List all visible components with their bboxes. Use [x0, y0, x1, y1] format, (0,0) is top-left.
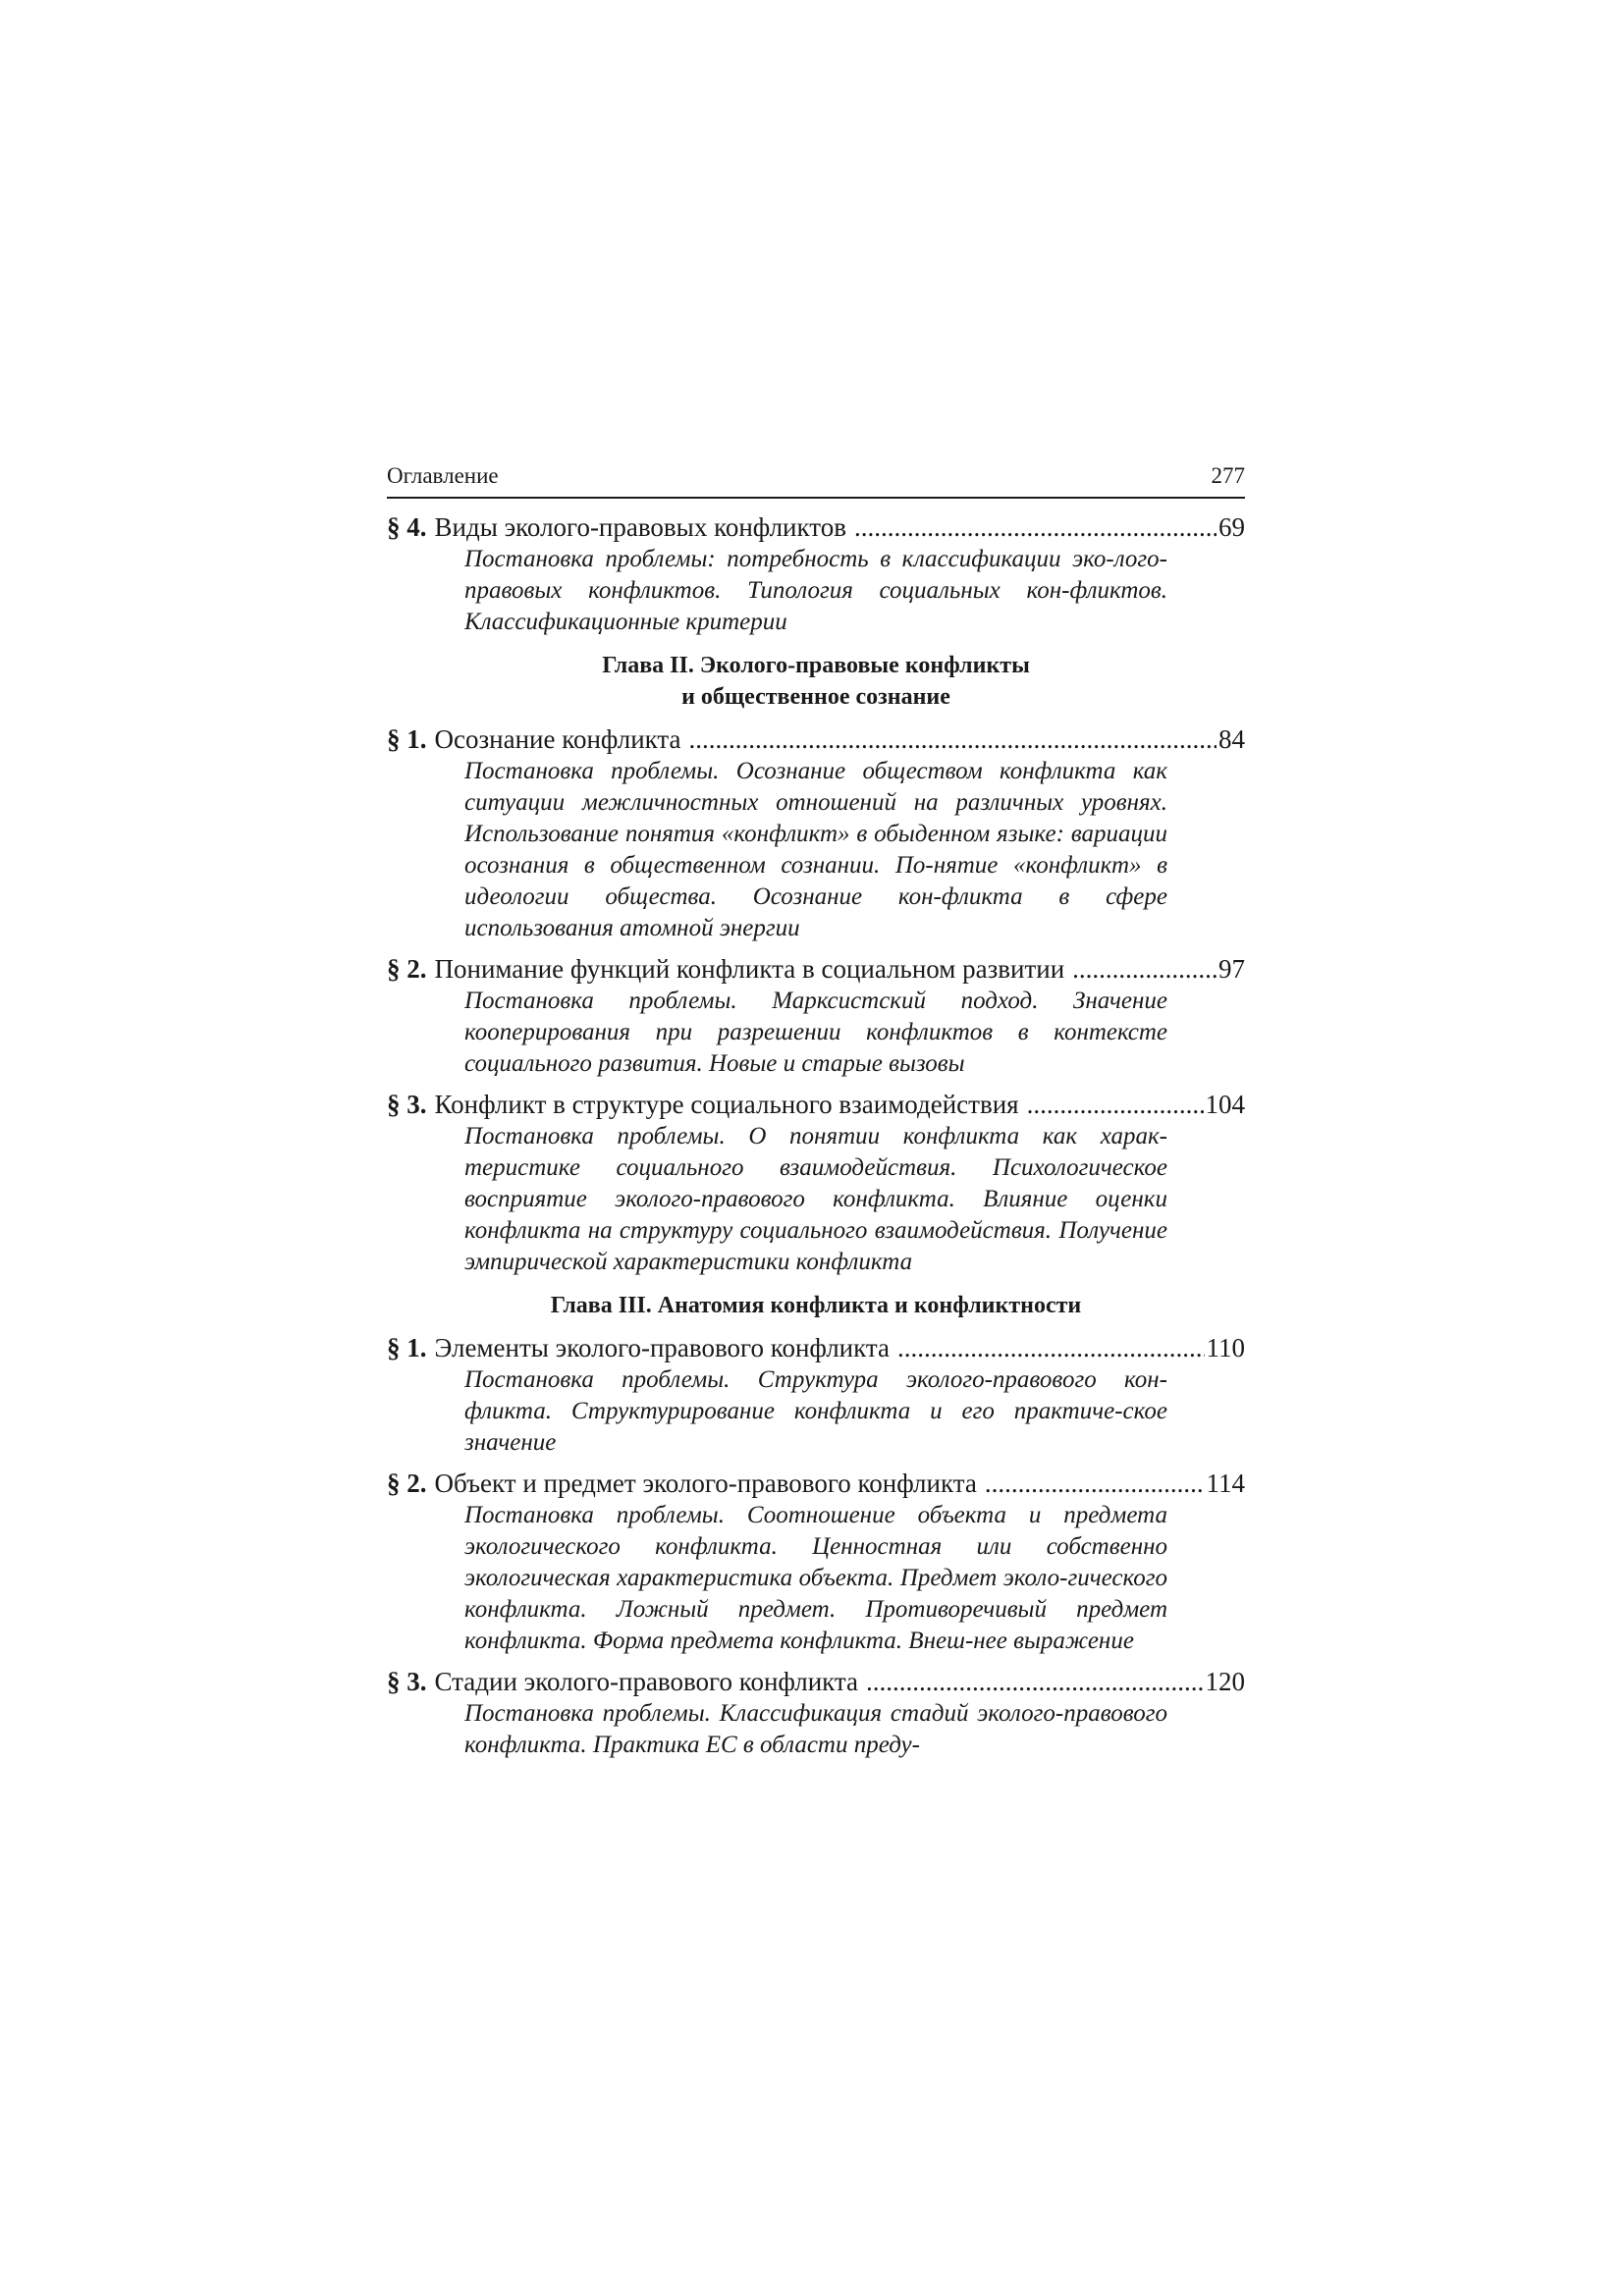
section-description: Постановка проблемы. Соотношение объекта и предмета экологического конфликта. Ценностная или собственно экологическая характеристика объекта. Предмет эколо-гического конфликта. Ложный предмет. Противоречивый предмет конфликта. Форма предмета конфликта. Внеш-нее выражение: [464, 1502, 1167, 1654]
dot-leader: [897, 1331, 1204, 1364]
chapter-heading-line: Глава III. Анатомия конфликта и конфликтности: [550, 1293, 1082, 1318]
dot-leader: [866, 1665, 1203, 1698]
section-page: 104: [1205, 1090, 1245, 1119]
page-number: 277: [1211, 463, 1245, 488]
chapter-heading-line: Глава II. Эколого-правовые конфликты: [602, 653, 1030, 678]
dot-leader: [1072, 952, 1217, 986]
toc-entry: [387, 952, 1245, 1080]
toc-entry-line[interactable]: [387, 722, 1245, 756]
toc-entry-line[interactable]: [387, 952, 1245, 986]
toc-entry-line[interactable]: [387, 1665, 1245, 1698]
section-number: § 1.: [387, 724, 427, 754]
dot-leader: [854, 510, 1217, 544]
section-page: 114: [1206, 1468, 1245, 1498]
section-title: Виды эколого-правовых конфликтов: [434, 512, 846, 542]
toc-entry: [387, 1467, 1245, 1657]
running-head: [387, 461, 1245, 499]
section-description: Постановка проблемы. Классификация стадий эколого-правового конфликта. Практика ЕС в области преду-: [464, 1700, 1167, 1758]
section-description: Постановка проблемы: потребность в классификации эко-лого-правовых конфликтов. Типология социальных кон-фликтов. Классификационные критерии: [464, 546, 1167, 635]
chapter-heading: [387, 650, 1245, 713]
section-number: § 1.: [387, 1333, 427, 1362]
dot-leader: [1027, 1088, 1204, 1121]
dot-leader: [689, 722, 1217, 756]
table-of-contents: [387, 510, 1245, 1761]
section-number: § 3.: [387, 1090, 427, 1119]
section-title: Стадии эколого-правового конфликта: [434, 1667, 859, 1696]
section-page: 69: [1218, 512, 1245, 542]
toc-entry-line[interactable]: [387, 1088, 1245, 1121]
toc-entry-line[interactable]: [387, 1467, 1245, 1500]
section-description: Постановка проблемы. Марксистский подход. Значение кооперирования при разрешении конфликтов в контексте социального развития. Новые и старые вызовы: [464, 988, 1167, 1077]
book-page: [387, 461, 1245, 1769]
dot-leader: [985, 1467, 1205, 1500]
toc-entry: [387, 510, 1245, 638]
section-title: Объект и предмет эколого-правового конфликта: [434, 1468, 977, 1498]
section-page: 97: [1218, 954, 1245, 984]
toc-entry: [387, 722, 1245, 944]
section-page: 110: [1206, 1333, 1245, 1362]
chapter-heading-line: и общественное сознание: [681, 684, 950, 710]
section-number: § 2.: [387, 1468, 427, 1498]
section-title: Элементы эколого-правового конфликта: [434, 1333, 891, 1362]
section-page: 120: [1205, 1667, 1245, 1696]
section-title: Понимание функций конфликта в социальном развитии: [434, 954, 1065, 984]
section-description: Постановка проблемы. Осознание обществом конфликта как ситуации межличностных отношений на различных уровнях. Использование понятия «конфликт» в обыденном языке: вариации осознания в общественном сознании. По-нятие «конфликт» в идеологии общества. Осознание кон-фликта в сфере использования атомной энергии: [464, 758, 1167, 941]
toc-entry: [387, 1331, 1245, 1459]
toc-entry-line[interactable]: [387, 1331, 1245, 1364]
toc-entry: [387, 1665, 1245, 1761]
section-page: 84: [1218, 724, 1245, 754]
section-title: Осознание конфликта: [434, 724, 681, 754]
chapter-heading: [387, 1290, 1245, 1321]
section-number: § 4.: [387, 512, 427, 542]
section-description: Постановка проблемы. Структура эколого-правового кон-фликта. Структурирование конфликта и его практиче-ское значение: [464, 1366, 1167, 1456]
section-number: § 2.: [387, 954, 427, 984]
toc-entry: [387, 1088, 1245, 1278]
section-title: Конфликт в структуре социального взаимодействия: [434, 1090, 1019, 1119]
toc-entry-line[interactable]: [387, 510, 1245, 544]
section-number: § 3.: [387, 1667, 427, 1696]
running-head-title: Оглавление: [387, 463, 499, 488]
section-description: Постановка проблемы. О понятии конфликта как харак-теристике социального взаимодействия. Психологическое восприятие эколого-правового конфликта. Влияние оценки конфликта на структуру социального взаимодействия. Получение эмпирической характеристики конфликта: [464, 1123, 1167, 1275]
